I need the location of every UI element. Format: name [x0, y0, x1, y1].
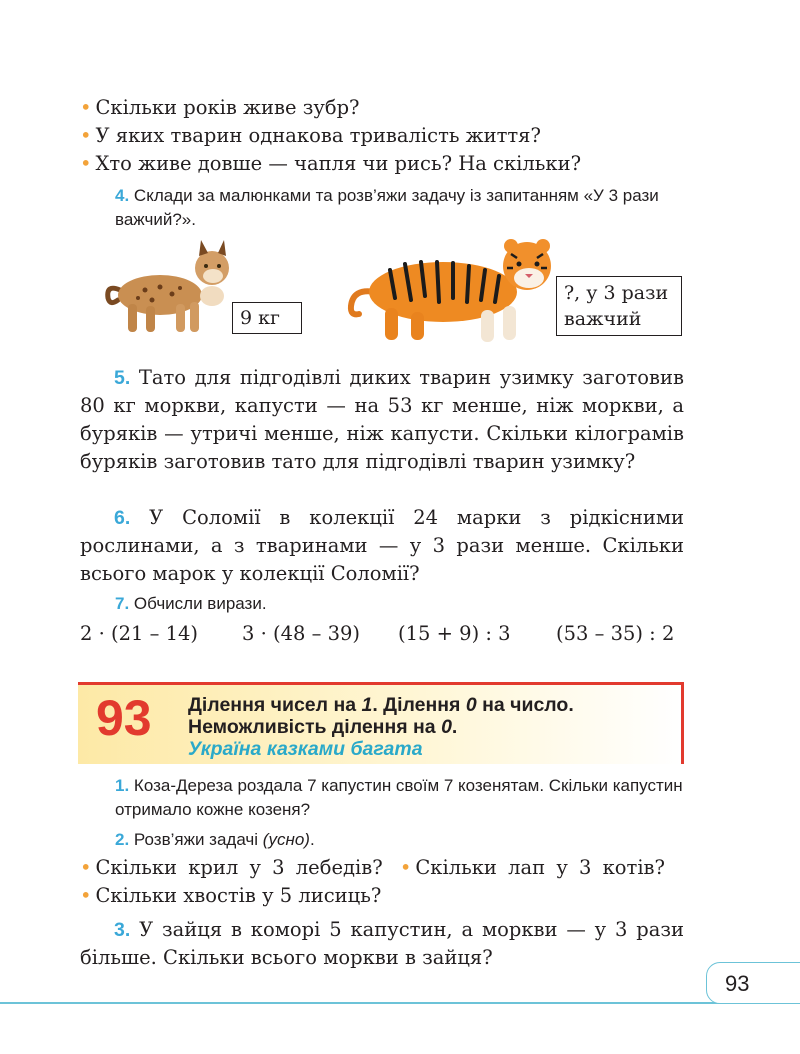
lesson-task-2: 2. Розв’яжи задачі (усно). — [115, 830, 315, 849]
lesson-question-list — [80, 854, 684, 910]
lesson-subtitle: Україна казками багата — [188, 738, 423, 760]
expression: 2 · (21 – 14) — [80, 622, 198, 645]
question-list — [80, 94, 684, 178]
task-5: 5. Тато для підгодівлі диких тварин узимку заготовив 80 кг моркви, капусти — на 53 кг менше, ніж моркви, а буряків — утричі менше, ніж капусти. Скільки кілограмів буряків заготовив тато для підгодівлі тварин узимку? — [80, 366, 684, 473]
lynx-illustration — [100, 240, 240, 340]
question-item: • У яких тварин однакова тривалість життя? — [80, 124, 541, 147]
task-6: 6. У Соломії в колекції 24 марки з рідкісними рослинами, а з тваринами — у 3 рази менше. Скільки всього марок у колекції Соломії? — [80, 506, 684, 585]
expression: (53 – 35) : 2 — [556, 622, 675, 645]
tiger-label-line2: важчий — [564, 308, 642, 330]
question-item: • Скільки років живе зубр? — [80, 96, 360, 119]
tiger-illustration — [345, 236, 555, 346]
tiger-label-line1: ?, у 3 рази — [564, 282, 669, 304]
task-7: 7. Обчисли вирази. — [115, 594, 267, 613]
question-item: • Хто живе довше — чапля чи рись? На скільки? — [80, 152, 582, 175]
expression: 3 · (48 – 39) — [242, 622, 360, 645]
question-item: • Скільки крил у 3 лебедів? • Скільки лап у 3 котів? — [80, 856, 665, 879]
tiger-weight-label — [556, 276, 682, 336]
lesson-task-3: 3. У зайця в коморі 5 капустин, а моркви — у 3 рази більше. Скільки всього моркви в зайця? — [80, 918, 684, 969]
question-item: • Скільки хвостів у 5 лисиць? — [80, 884, 382, 907]
footer-line — [0, 1002, 800, 1004]
lesson-task-1: 1. Коза-Дереза роздала 7 капустин своїм 7 козенятам. Скільки капустин отримало кожне козеня? — [115, 776, 683, 819]
lesson-title: Ділення чисел на 1. Ділення 0 на число. Неможливість ділення на 0. Україна казками багата — [188, 694, 574, 760]
task-4: 4. Склади за малюнками та розв’яжи задачу із запитанням «У 3 рази важчий?». — [115, 186, 659, 229]
expression: (15 + 9) : 3 — [398, 622, 511, 645]
lynx-weight-label: 9 кг — [232, 302, 302, 334]
page-number: 93 — [706, 962, 800, 1004]
lesson-number: 93 — [96, 690, 152, 746]
